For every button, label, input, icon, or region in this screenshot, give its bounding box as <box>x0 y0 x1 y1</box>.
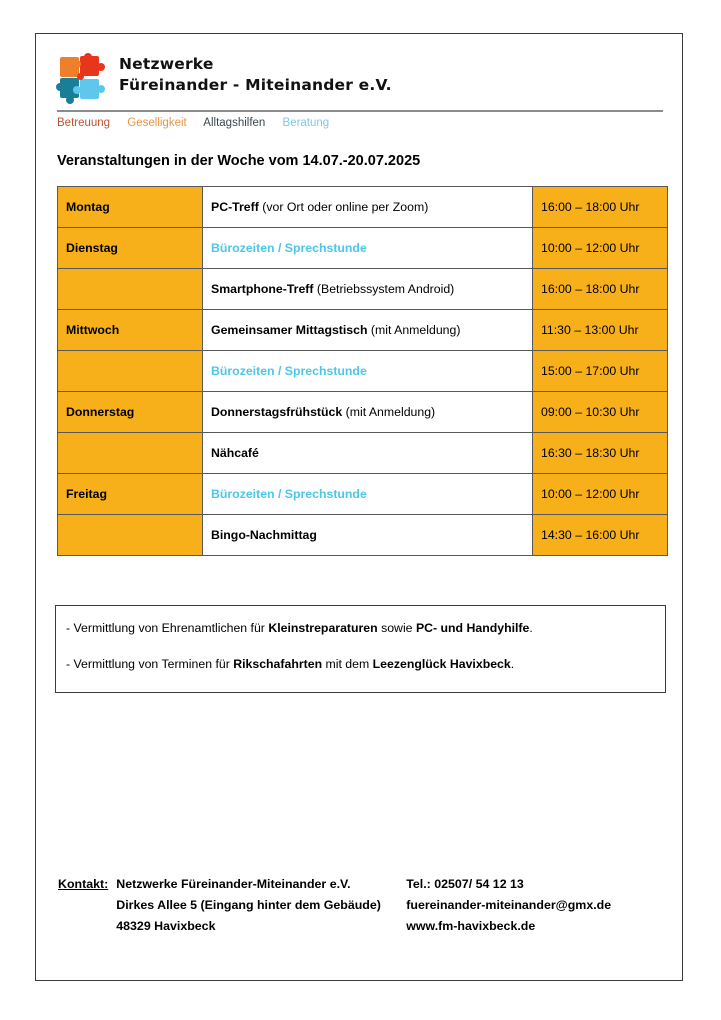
event-title: Donnerstagsfrühstück <box>211 405 343 419</box>
note-text: - Vermittlung von Terminen für <box>66 657 234 671</box>
schedule-event-cell <box>203 433 533 474</box>
event-title: PC-Treff <box>211 200 259 214</box>
brand-name-line-1: Netzwerke <box>119 55 214 73</box>
note-emphasis: Kleinstreparaturen <box>268 621 378 635</box>
schedule-day-cell <box>58 515 203 556</box>
brand-name <box>119 53 392 96</box>
schedule-day-cell: Donnerstag <box>58 392 203 433</box>
contact-phone: Tel.: 02507/ 54 12 13 <box>406 877 524 891</box>
schedule-time-cell: 11:30 – 13:00 Uhr <box>533 310 668 351</box>
schedule-time-cell: 16:30 – 18:30 Uhr <box>533 433 668 474</box>
brand-row <box>57 53 663 103</box>
schedule-event-cell <box>203 515 533 556</box>
schedule-time-cell: 09:00 – 10:30 Uhr <box>533 392 668 433</box>
event-title: Nähcafé <box>211 446 259 460</box>
schedule-event-cell <box>203 269 533 310</box>
note-text: . <box>529 621 533 635</box>
schedule-event-cell <box>203 351 533 392</box>
table-row <box>58 187 668 228</box>
note-text: mit dem <box>322 657 373 671</box>
schedule-time-cell: 10:00 – 12:00 Uhr <box>533 474 668 515</box>
schedule-day-cell <box>58 433 203 474</box>
header-divider <box>57 110 663 112</box>
contact-address-line: 48329 Havixbeck <box>116 919 216 933</box>
table-row <box>58 474 668 515</box>
office-hours-label: Bürozeiten / Sprechstunde <box>211 487 367 501</box>
contact-communications <box>406 874 611 937</box>
contact-footer <box>58 874 658 937</box>
nav-item-beratung[interactable]: Beratung <box>282 117 330 129</box>
schedule-event-cell <box>203 228 533 269</box>
additional-services-box <box>55 605 666 693</box>
nav-item-betreuung[interactable]: Betreuung <box>57 117 111 129</box>
schedule-event-cell <box>203 310 533 351</box>
schedule-time-cell: 14:30 – 16:00 Uhr <box>533 515 668 556</box>
event-title: Smartphone-Treff <box>211 282 314 296</box>
contact-website[interactable]: www.fm-havixbeck.de <box>406 919 536 933</box>
document-page <box>35 33 683 981</box>
office-hours-label: Bürozeiten / Sprechstunde <box>211 241 367 255</box>
schedule-day-cell <box>58 351 203 392</box>
schedule-time-cell: 16:00 – 18:00 Uhr <box>533 269 668 310</box>
event-note: (vor Ort oder online per Zoom) <box>258 200 429 214</box>
note-emphasis: Leezenglück Havixbeck <box>372 657 511 671</box>
contact-address-line: Netzwerke Füreinander-Miteinander e.V. <box>116 877 351 891</box>
puzzle-pieces-icon <box>57 55 103 103</box>
schedule-day-cell: Mittwoch <box>58 310 203 351</box>
table-row <box>58 392 668 433</box>
nav-item-geselligkeit[interactable]: Geselligkeit <box>127 117 187 129</box>
brand-name-line-2: Füreinander - Miteinander e.V. <box>119 76 392 94</box>
event-title: Gemeinsamer Mittagstisch <box>211 323 368 337</box>
weekly-schedule-table <box>57 186 668 556</box>
event-title: Bingo-Nachmittag <box>211 528 317 542</box>
contact-address <box>116 874 406 937</box>
table-row <box>58 515 668 556</box>
table-row <box>58 269 668 310</box>
note-text: . <box>510 657 515 671</box>
service-note <box>66 619 653 637</box>
schedule-day-cell <box>58 269 203 310</box>
schedule-time-cell: 16:00 – 18:00 Uhr <box>533 187 668 228</box>
schedule-day-cell: Freitag <box>58 474 203 515</box>
table-row <box>58 433 668 474</box>
schedule-event-cell <box>203 474 533 515</box>
schedule-day-cell: Dienstag <box>58 228 203 269</box>
event-note: (Betriebssystem Android) <box>313 282 455 296</box>
schedule-event-cell <box>203 187 533 228</box>
schedule-body <box>58 187 668 556</box>
note-text: sowie <box>377 621 416 635</box>
table-row <box>58 228 668 269</box>
note-text: - Vermittlung von Ehrenamtlichen für <box>66 621 269 635</box>
schedule-time-cell: 10:00 – 12:00 Uhr <box>533 228 668 269</box>
table-row <box>58 310 668 351</box>
contact-email[interactable]: fuereinander-miteinander@gmx.de <box>406 898 612 912</box>
event-note: (mit Anmeldung) <box>342 405 436 419</box>
service-note <box>66 655 653 673</box>
schedule-event-cell <box>203 392 533 433</box>
office-hours-label: Bürozeiten / Sprechstunde <box>211 364 367 378</box>
table-row <box>58 351 668 392</box>
letterhead <box>57 53 663 129</box>
contact-label: Kontakt: <box>58 877 109 891</box>
schedule-time-cell: 15:00 – 17:00 Uhr <box>533 351 668 392</box>
service-nav <box>57 117 663 129</box>
note-emphasis: PC- und Handyhilfe <box>415 621 530 635</box>
schedule-day-cell: Montag <box>58 187 203 228</box>
contact-address-line: Dirkes Allee 5 (Eingang hinter dem Gebäude) <box>116 898 381 912</box>
page-title: Veranstaltungen in der Woche vom 14.07.-20.07.2025 <box>57 153 421 169</box>
note-emphasis: Rikschafahrten <box>233 657 323 671</box>
event-note: (mit Anmeldung) <box>367 323 461 337</box>
nav-item-alltagshilfen[interactable]: Alltagshilfen <box>203 117 266 129</box>
